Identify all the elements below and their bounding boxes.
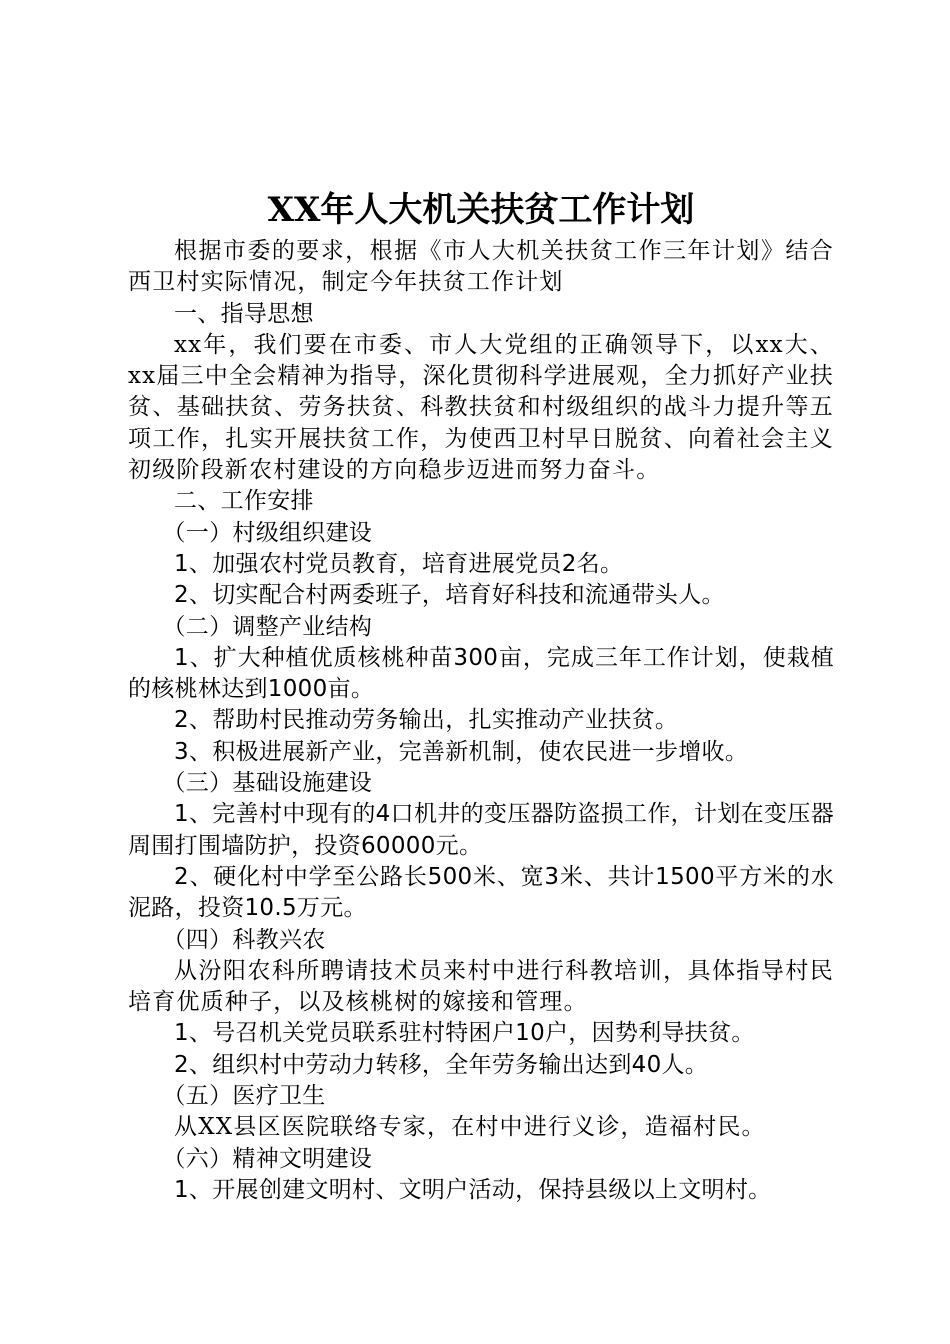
section1-heading: 一、指导思想 [174,300,314,327]
sub4-text: 从汾阳农科所聘请技术员来村中进行科教培训，具体指导村民培育优质种子，以及核桃树的嫁接和管理。 [128,957,834,1016]
sub1-heading: （一）村级组织建设 [162,519,373,546]
document-page [128,188,834,1206]
sub5-heading: （五）医疗卫生 [162,1083,326,1110]
sub2-item2: 2、帮助村民推动劳务输出，扎实推动产业扶贫。 [174,707,679,734]
sub2-heading: （二）调整产业结构 [162,613,373,640]
sub4-item2: 2、组织村中劳动力转移，全年劳务输出达到40人。 [174,1051,709,1078]
document-title: XX年人大机关扶贫工作计划 [267,190,695,230]
sub3-item2: 2、硬化村中学至公路长500米、宽3米、共计1500平方米的水泥路，投资10.5万元。 [128,863,834,922]
sub2-item3: 3、积极进展新产业，完善新机制，使农民进一步增收。 [174,738,749,765]
intro-paragraph: 根据市委的要求，根据《市人大机关扶贫工作三年计划》结合西卫村实际情况，制定今年扶贫工作计划 [128,238,834,296]
sub6-heading: （六）精神文明建设 [162,1145,373,1172]
sub6-item1: 1、开展创建文明村、文明户活动，保持县级以上文明村。 [174,1176,772,1203]
sub2-item1: 1、扩大种植优质核桃种苗300亩，完成三年工作计划，使栽植的核桃林达到1000亩。 [128,644,834,703]
section1-text: xx年，我们要在市委、市人大党组的正确领导下，以xx大、xx届三中全会精神为指导，深化贯彻科学进展观，全力抓好产业扶贫、基础扶贫、劳务扶贫、科教扶贫和村级组织的战斗力提升等五项工作，扎实开展扶贫工作，为使西卫村早日脱贫、向着社会主义初级阶段新农村建设的方向稳步迈进而努力奋斗。 [128,331,834,484]
section2-heading: 二、工作安排 [174,488,314,515]
sub1-item2: 2、切实配合村两委班子，培育好科技和流通带头人。 [174,582,725,609]
sub4-heading: （四）科教兴农 [162,926,326,953]
sub1-item1: 1、加强农村党员教育，培育进展党员2名。 [174,550,624,577]
sub5-text: 从XX县区医院联络专家，在村中进行义诊，造福村民。 [174,1114,766,1141]
sub3-heading: （三）基础设施建设 [162,770,373,797]
sub4-item1: 1、号召机关党员联系驻村特困户10户，因势利导扶贫。 [174,1020,755,1047]
sub3-item1: 1、完善村中现有的4口机井的变压器防盗损工作，计划在变压器周围打围墙防护，投资60000元。 [128,801,834,859]
